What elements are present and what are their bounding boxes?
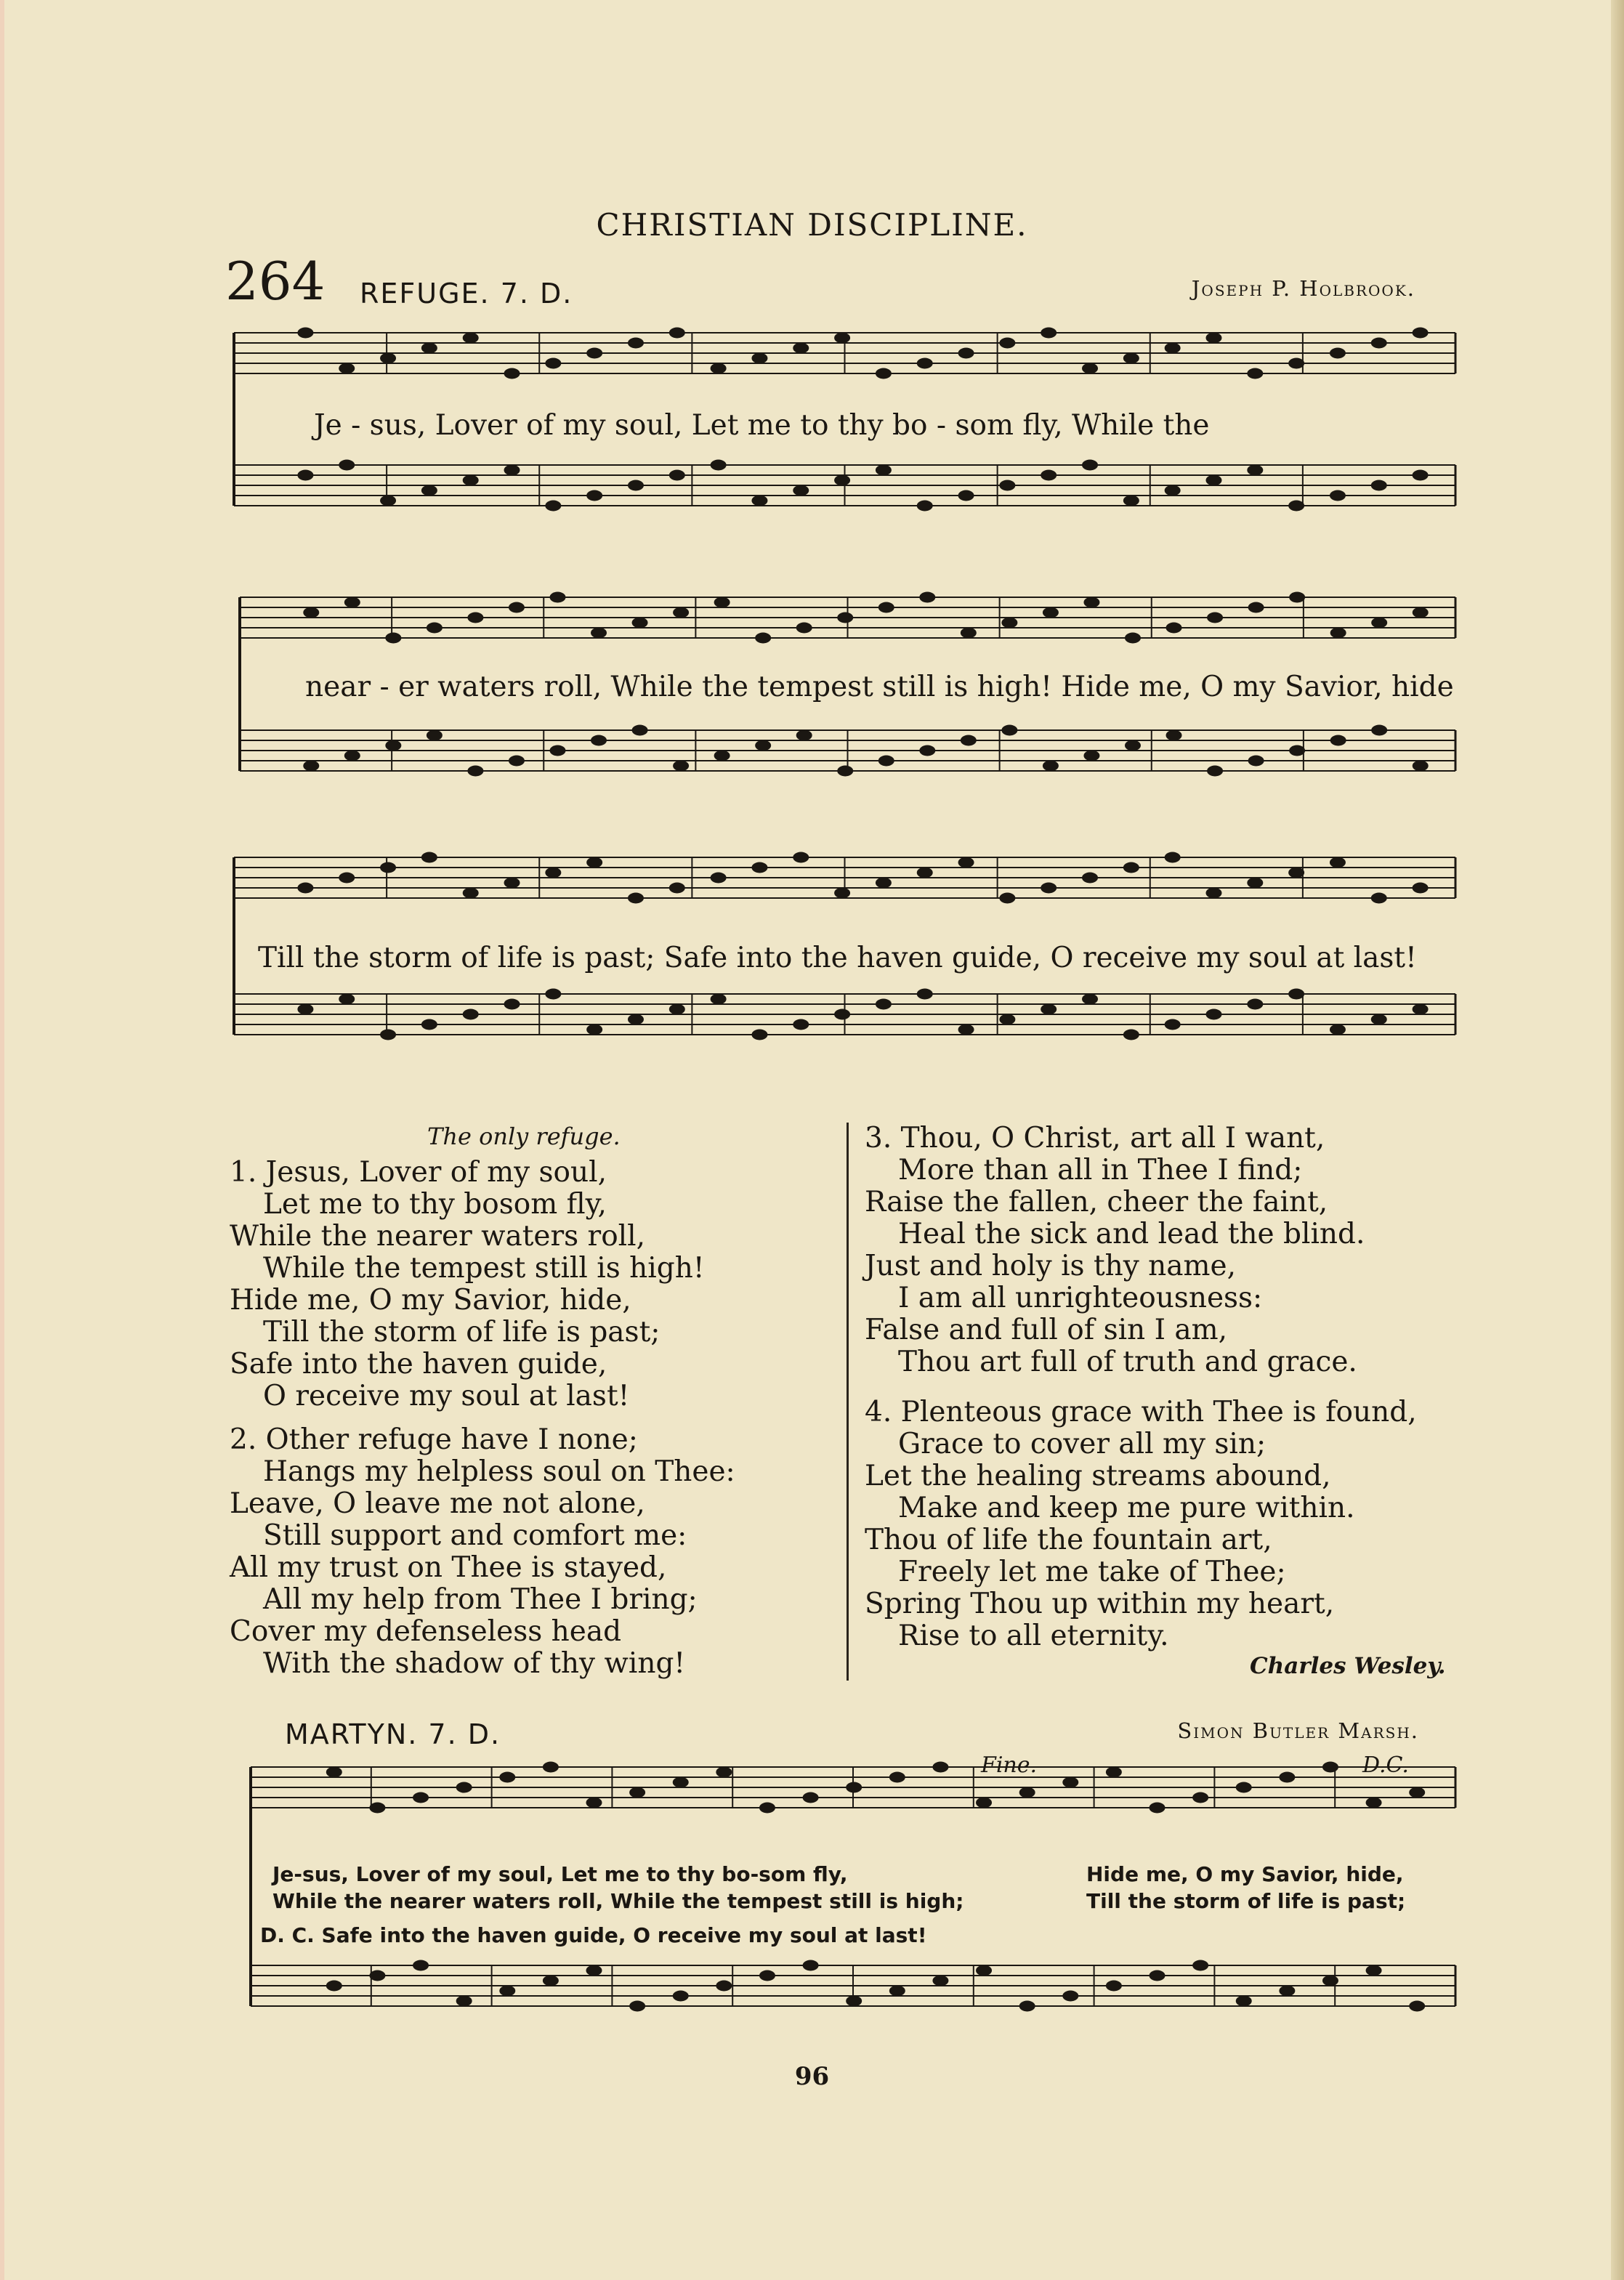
note-head bbox=[628, 480, 644, 491]
note-head bbox=[803, 1960, 819, 1971]
note-head bbox=[919, 745, 935, 756]
note-head bbox=[958, 348, 974, 359]
page-number: 96 bbox=[794, 2062, 830, 2091]
note-head bbox=[1248, 756, 1264, 767]
note-head bbox=[834, 475, 850, 486]
note-head bbox=[1413, 328, 1429, 339]
stanza-1 bbox=[230, 1157, 705, 1412]
note-head bbox=[628, 893, 644, 904]
note-head bbox=[803, 1792, 819, 1803]
note-head bbox=[1106, 1767, 1122, 1778]
stanza-line: Jesus, Lover of my soul, bbox=[265, 1156, 607, 1189]
note-head bbox=[961, 628, 977, 639]
tune2-lyric-a1: Je-sus, Lover of my soul, Let me to thy bo-som fly, bbox=[272, 1862, 848, 1886]
music-lyrics-line-2: near - er waters roll, While the tempest still is high! Hide me, O my Savior, hide bbox=[305, 671, 1454, 703]
stanza-line: Hide me, O my Savior, hide, bbox=[230, 1284, 631, 1317]
stanza-line: Heal the sick and lead the blind. bbox=[898, 1218, 1365, 1250]
note-head bbox=[509, 756, 525, 767]
note-head bbox=[1236, 1782, 1252, 1793]
note-head bbox=[1371, 893, 1387, 904]
note-head bbox=[1165, 852, 1181, 863]
note-head bbox=[1041, 470, 1057, 481]
note-head bbox=[711, 363, 727, 374]
note-head bbox=[1165, 485, 1181, 496]
note-head bbox=[932, 1976, 948, 1986]
note-head bbox=[504, 465, 520, 476]
note-head bbox=[504, 878, 520, 889]
note-head bbox=[1413, 470, 1429, 481]
note-head bbox=[673, 1777, 689, 1788]
note-head bbox=[889, 1772, 905, 1783]
note-head bbox=[297, 470, 313, 481]
note-head bbox=[1248, 602, 1264, 613]
note-head bbox=[1330, 490, 1346, 501]
note-head bbox=[1247, 999, 1263, 1010]
note-head bbox=[339, 363, 355, 374]
note-head bbox=[834, 333, 850, 344]
note-head bbox=[1123, 862, 1139, 873]
stanza-line: Just and holy is thy name, bbox=[865, 1250, 1236, 1282]
note-head bbox=[303, 761, 319, 772]
note-head bbox=[549, 745, 565, 756]
note-head bbox=[1371, 618, 1387, 628]
note-head bbox=[1001, 725, 1017, 736]
note-head bbox=[1409, 2001, 1425, 2012]
note-head bbox=[755, 740, 771, 751]
note-head bbox=[1150, 1970, 1166, 1981]
note-head bbox=[297, 1004, 313, 1015]
note-head bbox=[919, 592, 935, 603]
note-head bbox=[1041, 328, 1057, 339]
note-head bbox=[504, 368, 520, 379]
note-head bbox=[463, 888, 479, 899]
note-head bbox=[1322, 1762, 1338, 1773]
note-head bbox=[673, 1991, 689, 2002]
note-head bbox=[545, 501, 561, 512]
note-head bbox=[463, 333, 479, 344]
note-head bbox=[1371, 338, 1387, 349]
note-head bbox=[751, 1030, 767, 1040]
note-head bbox=[427, 623, 443, 634]
note-head bbox=[1205, 888, 1221, 899]
note-head bbox=[591, 628, 607, 639]
note-head bbox=[504, 999, 520, 1010]
note-head bbox=[669, 328, 685, 339]
note-head bbox=[509, 602, 525, 613]
note-head bbox=[545, 358, 561, 369]
note-head bbox=[339, 873, 355, 884]
note-head bbox=[344, 751, 360, 761]
note-head bbox=[380, 496, 396, 506]
tune2-lyric-a2: While the nearer waters roll, While the tempest still is high; bbox=[272, 1889, 964, 1913]
note-head bbox=[714, 597, 730, 608]
note-head bbox=[999, 893, 1015, 904]
note-head bbox=[846, 1782, 862, 1793]
note-head bbox=[1205, 475, 1221, 486]
note-head bbox=[716, 1767, 732, 1778]
note-head bbox=[1330, 348, 1346, 359]
stanza-line: Spring Thou up within my heart, bbox=[865, 1588, 1335, 1620]
note-head bbox=[669, 883, 685, 894]
note-head bbox=[1371, 1014, 1387, 1025]
stanza-line: False and full of sin I am, bbox=[865, 1314, 1228, 1346]
stanza-line: O receive my soul at last! bbox=[263, 1380, 630, 1412]
note-head bbox=[673, 761, 689, 772]
note-head bbox=[586, 348, 602, 359]
note-head bbox=[339, 460, 355, 471]
note-head bbox=[421, 852, 437, 863]
note-head bbox=[586, 857, 602, 868]
note-head bbox=[1166, 730, 1182, 741]
note-head bbox=[876, 878, 892, 889]
tune2-lyric-b2: Till the storm of life is past; bbox=[1086, 1889, 1406, 1913]
stanza-line: Raise the fallen, cheer the faint, bbox=[865, 1186, 1328, 1218]
note-head bbox=[716, 1981, 732, 1992]
note-head bbox=[1041, 883, 1057, 894]
author-credit: Charles Wesley. bbox=[1250, 1653, 1446, 1679]
note-head bbox=[427, 730, 443, 741]
note-head bbox=[1123, 353, 1139, 364]
note-head bbox=[958, 490, 974, 501]
tune2-name: MARTYN. 7. D. bbox=[285, 1718, 501, 1750]
stanza-caption: The only refuge. bbox=[427, 1123, 621, 1150]
stanza-line: Freely let me take of Thee; bbox=[898, 1556, 1286, 1588]
note-head bbox=[380, 353, 396, 364]
note-head bbox=[889, 1986, 905, 1997]
stanza-line: Till the storm of life is past; bbox=[263, 1316, 660, 1349]
stanza-line: With the shadow of thy wing! bbox=[263, 1647, 686, 1680]
note-head bbox=[326, 1981, 342, 1992]
stanza-line: While the nearer waters roll, bbox=[230, 1220, 646, 1253]
note-head bbox=[1043, 607, 1059, 618]
stanza-line: Let me to thy bosom fly, bbox=[263, 1188, 607, 1221]
stanza-line: Rise to all eternity. bbox=[898, 1620, 1169, 1652]
stanza-line: Still support and comfort me: bbox=[263, 1519, 687, 1552]
stanza-line: Let the healing streams abound, bbox=[865, 1460, 1331, 1492]
note-head bbox=[1413, 883, 1429, 894]
note-head bbox=[976, 1965, 992, 1976]
stanza-line: Cover my defenseless head bbox=[230, 1615, 622, 1648]
composer: Joseph P. Holbrook. bbox=[1191, 276, 1415, 301]
stanza-4 bbox=[865, 1396, 1417, 1652]
note-head bbox=[1041, 1004, 1057, 1015]
stanza-line: Other refuge have I none; bbox=[265, 1423, 638, 1456]
note-head bbox=[1247, 465, 1263, 476]
note-head bbox=[1330, 628, 1346, 639]
note-head bbox=[632, 618, 648, 628]
note-head bbox=[1279, 1986, 1295, 1997]
note-head bbox=[1409, 1787, 1425, 1798]
note-head bbox=[297, 883, 313, 894]
note-head bbox=[793, 485, 809, 496]
note-head bbox=[917, 868, 933, 878]
note-head bbox=[1288, 868, 1304, 878]
music-lyrics-line-3: Till the storm of life is past; Safe into the haven guide, O receive my soul at last! bbox=[258, 942, 1417, 974]
note-head bbox=[463, 475, 479, 486]
note-head bbox=[463, 1009, 479, 1020]
note-head bbox=[1247, 878, 1263, 889]
note-head bbox=[999, 1014, 1015, 1025]
note-head bbox=[1236, 1996, 1252, 2007]
note-head bbox=[467, 613, 483, 623]
dc-marking: D.C. bbox=[1362, 1753, 1409, 1778]
note-head bbox=[380, 1030, 396, 1040]
note-head bbox=[543, 1976, 559, 1986]
note-head bbox=[380, 862, 396, 873]
note-head bbox=[878, 756, 894, 767]
note-head bbox=[1106, 1981, 1122, 1992]
stanza-line: Thou art full of truth and grace. bbox=[898, 1346, 1357, 1378]
stanza-line: Leave, O leave me not alone, bbox=[230, 1487, 645, 1520]
note-head bbox=[628, 338, 644, 349]
note-head bbox=[793, 852, 809, 863]
note-head bbox=[999, 338, 1015, 349]
note-head bbox=[1123, 496, 1139, 506]
note-head bbox=[673, 607, 689, 618]
column-divider bbox=[847, 1123, 849, 1681]
note-head bbox=[1371, 725, 1387, 736]
note-head bbox=[421, 485, 437, 496]
note-head bbox=[1413, 761, 1429, 772]
stanza-line: Grace to cover all my sin; bbox=[898, 1428, 1267, 1460]
note-head bbox=[1165, 1019, 1181, 1030]
note-head bbox=[326, 1767, 342, 1778]
note-head bbox=[1366, 1798, 1382, 1808]
note-head bbox=[1288, 358, 1304, 369]
note-head bbox=[759, 1970, 775, 1981]
note-head bbox=[976, 1798, 992, 1808]
note-head bbox=[421, 1019, 437, 1030]
note-head bbox=[1125, 633, 1141, 644]
note-head bbox=[1082, 994, 1098, 1005]
note-head bbox=[1289, 592, 1305, 603]
stanza-line: I am all unrighteousness: bbox=[898, 1282, 1263, 1314]
tune2-composer: Simon Butler Marsh. bbox=[1177, 1718, 1419, 1743]
stanza-line: All my trust on Thee is stayed, bbox=[230, 1551, 667, 1584]
note-head bbox=[1001, 618, 1017, 628]
stanza-line: More than all in Thee I find; bbox=[898, 1154, 1303, 1187]
note-head bbox=[1205, 333, 1221, 344]
note-head bbox=[837, 766, 853, 777]
note-head bbox=[545, 989, 561, 1000]
note-head bbox=[1322, 1976, 1338, 1986]
note-head bbox=[413, 1792, 429, 1803]
note-head bbox=[586, 490, 602, 501]
note-head bbox=[669, 470, 685, 481]
note-head bbox=[711, 994, 727, 1005]
note-head bbox=[958, 857, 974, 868]
note-head bbox=[711, 873, 727, 884]
note-head bbox=[628, 1014, 644, 1025]
note-head bbox=[751, 353, 767, 364]
stanza-number: 2. bbox=[230, 1423, 257, 1456]
note-head bbox=[1062, 1991, 1078, 2002]
music-lyrics-line-1: Je - sus, Lover of my soul, Let me to thy bo - som fly, While the bbox=[314, 409, 1210, 442]
note-head bbox=[467, 766, 483, 777]
stanza-number: 4. bbox=[865, 1396, 892, 1428]
hymn-number: 264 bbox=[225, 251, 326, 312]
note-head bbox=[1019, 2001, 1035, 2012]
note-head bbox=[1371, 480, 1387, 491]
note-head bbox=[876, 368, 892, 379]
note-head bbox=[1207, 613, 1223, 623]
stanza-line: Plenteous grace with Thee is found, bbox=[900, 1396, 1417, 1428]
note-head bbox=[1150, 1803, 1166, 1814]
note-head bbox=[629, 2001, 645, 2012]
note-head bbox=[834, 888, 850, 899]
note-head bbox=[1207, 766, 1223, 777]
note-head bbox=[669, 1004, 685, 1015]
note-head bbox=[1083, 597, 1099, 608]
note-head bbox=[1289, 745, 1305, 756]
stanza-3 bbox=[865, 1123, 1365, 1378]
note-head bbox=[878, 602, 894, 613]
note-head bbox=[751, 496, 767, 506]
note-head bbox=[586, 1024, 602, 1035]
note-head bbox=[1366, 1965, 1382, 1976]
stanza-number: 3. bbox=[865, 1122, 892, 1155]
stanza-number: 1. bbox=[230, 1156, 257, 1189]
note-head bbox=[1288, 501, 1304, 512]
note-head bbox=[714, 751, 730, 761]
note-head bbox=[1192, 1960, 1208, 1971]
note-head bbox=[456, 1782, 472, 1793]
stanza-line: Safe into the haven guide, bbox=[230, 1348, 607, 1380]
note-head bbox=[586, 1965, 602, 1976]
note-head bbox=[543, 1762, 559, 1773]
stanza-line: Thou of life the fountain art, bbox=[865, 1524, 1272, 1556]
note-head bbox=[999, 480, 1015, 491]
note-head bbox=[1165, 343, 1181, 354]
stanza-line: All my help from Thee I bring; bbox=[263, 1583, 698, 1616]
note-head bbox=[759, 1803, 775, 1814]
note-head bbox=[1205, 1009, 1221, 1020]
stanza-2 bbox=[230, 1424, 735, 1680]
note-head bbox=[586, 1798, 602, 1808]
note-head bbox=[834, 1009, 850, 1020]
note-head bbox=[1192, 1792, 1208, 1803]
section-title: CHRISTIAN DISCIPLINE. bbox=[596, 207, 1028, 243]
note-head bbox=[385, 633, 401, 644]
note-head bbox=[545, 868, 561, 878]
note-head bbox=[1247, 368, 1263, 379]
note-head bbox=[796, 623, 812, 634]
note-head bbox=[385, 740, 401, 751]
note-head bbox=[369, 1803, 385, 1814]
note-head bbox=[344, 597, 360, 608]
note-head bbox=[1123, 1030, 1139, 1040]
note-head bbox=[413, 1960, 429, 1971]
note-head bbox=[876, 465, 892, 476]
note-head bbox=[958, 1024, 974, 1035]
note-head bbox=[1288, 989, 1304, 1000]
note-head bbox=[421, 343, 437, 354]
tune-name: REFUGE. 7. D. bbox=[360, 278, 573, 310]
note-head bbox=[1019, 1787, 1035, 1798]
note-head bbox=[1166, 623, 1182, 634]
note-head bbox=[1083, 751, 1099, 761]
note-head bbox=[793, 343, 809, 354]
note-head bbox=[1413, 607, 1429, 618]
note-head bbox=[1330, 735, 1346, 746]
tune2-lyric-b1: Hide me, O my Savior, hide, bbox=[1086, 1862, 1404, 1886]
stanza-line: Thou, O Christ, art all I want, bbox=[900, 1122, 1325, 1155]
note-head bbox=[1330, 857, 1346, 868]
note-head bbox=[917, 989, 933, 1000]
note-head bbox=[796, 730, 812, 741]
note-head bbox=[711, 460, 727, 471]
note-head bbox=[339, 994, 355, 1005]
note-head bbox=[456, 1996, 472, 2007]
note-head bbox=[932, 1762, 948, 1773]
note-head bbox=[846, 1996, 862, 2007]
note-head bbox=[1062, 1777, 1078, 1788]
note-head bbox=[499, 1772, 515, 1783]
note-head bbox=[499, 1986, 515, 1997]
note-head bbox=[1082, 363, 1098, 374]
note-head bbox=[961, 735, 977, 746]
note-head bbox=[629, 1787, 645, 1798]
note-head bbox=[1279, 1772, 1295, 1783]
note-head bbox=[1043, 761, 1059, 772]
note-head bbox=[755, 633, 771, 644]
note-head bbox=[549, 592, 565, 603]
note-head bbox=[591, 735, 607, 746]
stanza-line: Hangs my helpless soul on Thee: bbox=[263, 1455, 735, 1488]
tune2-lyric-dc: D. C. Safe into the haven guide, O receive my soul at last! bbox=[260, 1923, 927, 1947]
note-head bbox=[837, 613, 853, 623]
note-head bbox=[1082, 460, 1098, 471]
note-head bbox=[297, 328, 313, 339]
note-head bbox=[751, 862, 767, 873]
note-head bbox=[303, 607, 319, 618]
note-head bbox=[917, 358, 933, 369]
note-head bbox=[917, 501, 933, 512]
note-head bbox=[1330, 1024, 1346, 1035]
fine-marking: Fine. bbox=[981, 1753, 1038, 1778]
note-head bbox=[793, 1019, 809, 1030]
note-head bbox=[1125, 740, 1141, 751]
note-head bbox=[1413, 1004, 1429, 1015]
note-head bbox=[632, 725, 648, 736]
stanza-line: While the tempest still is high! bbox=[263, 1252, 705, 1285]
note-head bbox=[876, 999, 892, 1010]
stanza-line: Make and keep me pure within. bbox=[898, 1492, 1355, 1524]
note-head bbox=[369, 1970, 385, 1981]
note-head bbox=[1082, 873, 1098, 884]
